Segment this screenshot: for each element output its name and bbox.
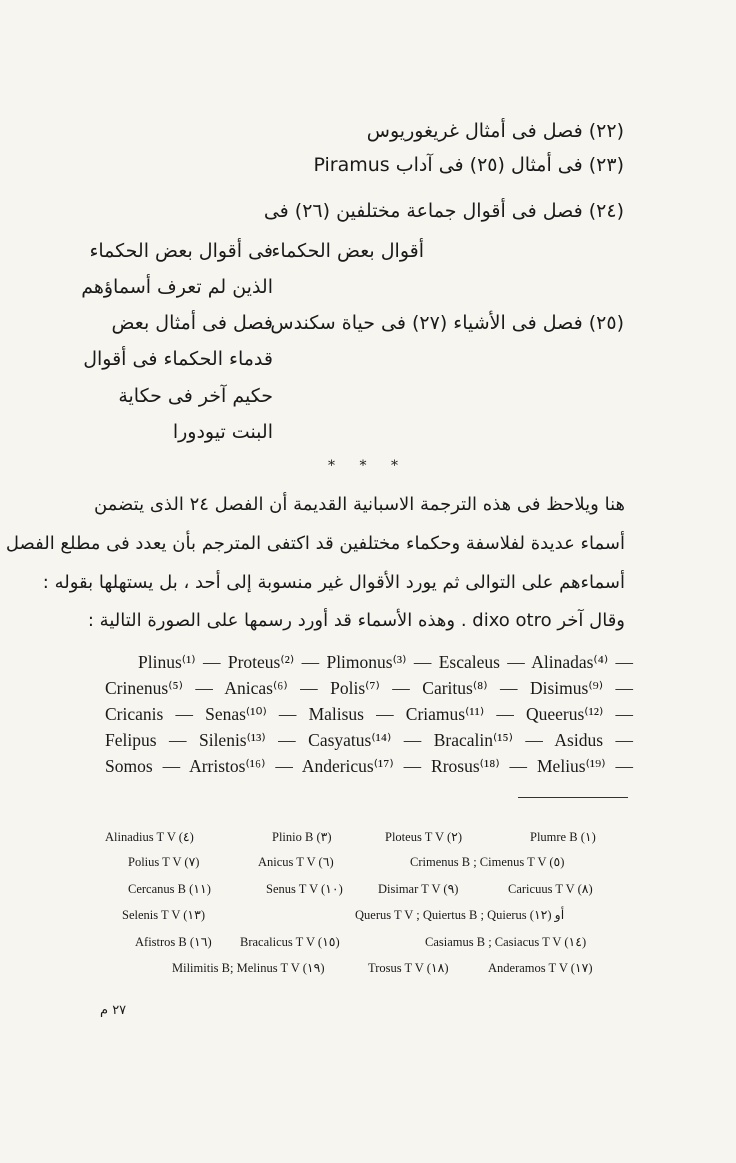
paragraph-line-3: أسماءهم على التوالى ثم يورد الأقوال غير منسوبة إلى أحد ، بل يستهلها بقوله : xyxy=(42,572,625,593)
footnote-1: Plumre B (١) xyxy=(530,830,596,844)
toc-line-24: (٢٤) فصل فى أقوال جماعة مختلفين (٢٦) فى xyxy=(263,200,624,222)
footnote-6: Anicus T V (٦) xyxy=(258,855,334,869)
footnote-9: Disimar T V (٩) xyxy=(378,882,459,896)
toc-line-27: فصل فى أمثال بعض xyxy=(111,312,273,334)
names-line-4: Felipus — Silenis⁽¹³⁾ — Casyatus⁽¹⁴⁾ — Bracalin⁽¹⁵⁾ — Asidus — xyxy=(105,730,633,750)
footnote-14: Casiamus B ; Casiacus T V (١٤) xyxy=(425,935,587,949)
toc-line-27-cont3: البنت تيودورا xyxy=(172,421,273,443)
paragraph-line-4: وقال آخر dixo otro . وهذه الأسماء قد أورد رسمها على الصورة التالية : xyxy=(87,610,625,631)
footnote-11: Cercanus B (١١) xyxy=(128,882,211,896)
footnote-19: Milimitis B; Melinus T V (١٩) xyxy=(172,961,325,975)
paragraph-line-1: هنا ويلاحظ فى هذه الترجمة الاسبانية القديمة أن الفصل ٢٤ الذى يتضمن xyxy=(93,494,625,515)
footnote-10: Senus T V (١٠) xyxy=(266,882,343,896)
footnote-16: Afistros B (١٦) xyxy=(135,935,212,949)
toc-line-27-cont1: قدماء الحكماء فى أقوال xyxy=(83,348,273,370)
paragraph-line-2: أسماء عديدة لفلاسفة وحكماء مختلفين قد اكتفى المترجم بأن يعدد فى مطلع الفصل xyxy=(5,533,625,554)
toc-line-23: (٢٣) فى أمثال (٢٥) فى آداب Piramus xyxy=(313,154,624,176)
toc-line-27-cont2: حكيم آخر فى حكاية xyxy=(118,385,273,407)
names-line-1: Plinus⁽¹⁾ — Proteus⁽²⁾ — Plimonus⁽³⁾ — Escaleus — Alinadas⁽⁴⁾ — xyxy=(138,652,633,672)
footnote-17: Anderamos T V (١٧) xyxy=(488,961,593,975)
footnote-13: Selenis T V (١٣) xyxy=(122,908,206,922)
toc-line-26: فى أقوال بعض الحكماء xyxy=(89,240,273,262)
section-separator: * * * xyxy=(328,458,408,474)
names-line-5: Somos — Arristos⁽¹⁶⁾ — Andericus⁽¹⁷⁾ — Rrosus⁽¹⁸⁾ — Melius⁽¹⁹⁾ — xyxy=(105,756,633,776)
toc-line-26-cont: الذين لم تعرف أسماؤهم xyxy=(81,276,273,298)
footnote-rule xyxy=(518,797,628,798)
footnote-4: Alinadius T V (٤) xyxy=(105,830,194,844)
footnote-2: Ploteus T V (٢) xyxy=(385,830,462,844)
names-line-3: Cricanis — Senas⁽¹⁰⁾ — Malisus — Criamus⁽¹¹⁾ — Queerus⁽¹²⁾ — xyxy=(105,704,633,724)
names-line-2: Crinenus⁽⁵⁾ — Anicas⁽⁶⁾ — Polis⁽⁷⁾ — Caritus⁽⁸⁾ — Disimus⁽⁹⁾ — xyxy=(105,678,633,698)
toc-line-22: (٢٢) فصل فى أمثال غريغوريوس xyxy=(366,120,624,142)
footnote-12: Querus T V ; Quiertus B ; Quierus أو (١٢) xyxy=(355,908,565,922)
toc-line-24-cont: أقوال بعض الحكماء xyxy=(271,240,424,262)
footnote-8: Caricuus T V (٨) xyxy=(508,882,593,896)
toc-line-25: (٢٥) فصل فى الأشياء (٢٧) فى حياة سكندس xyxy=(270,312,624,334)
footnote-15: Bracalicus T V (١٥) xyxy=(240,935,340,949)
footnote-18: Trosus T V (١٨) xyxy=(368,961,449,975)
page-number: ٢٧ م xyxy=(100,1003,127,1018)
footnote-3: Plinio B (٣) xyxy=(272,830,332,844)
footnote-7: Polius T V (٧) xyxy=(128,855,200,869)
footnote-5: Crimenus B ; Cimenus T V (٥) xyxy=(410,855,565,869)
